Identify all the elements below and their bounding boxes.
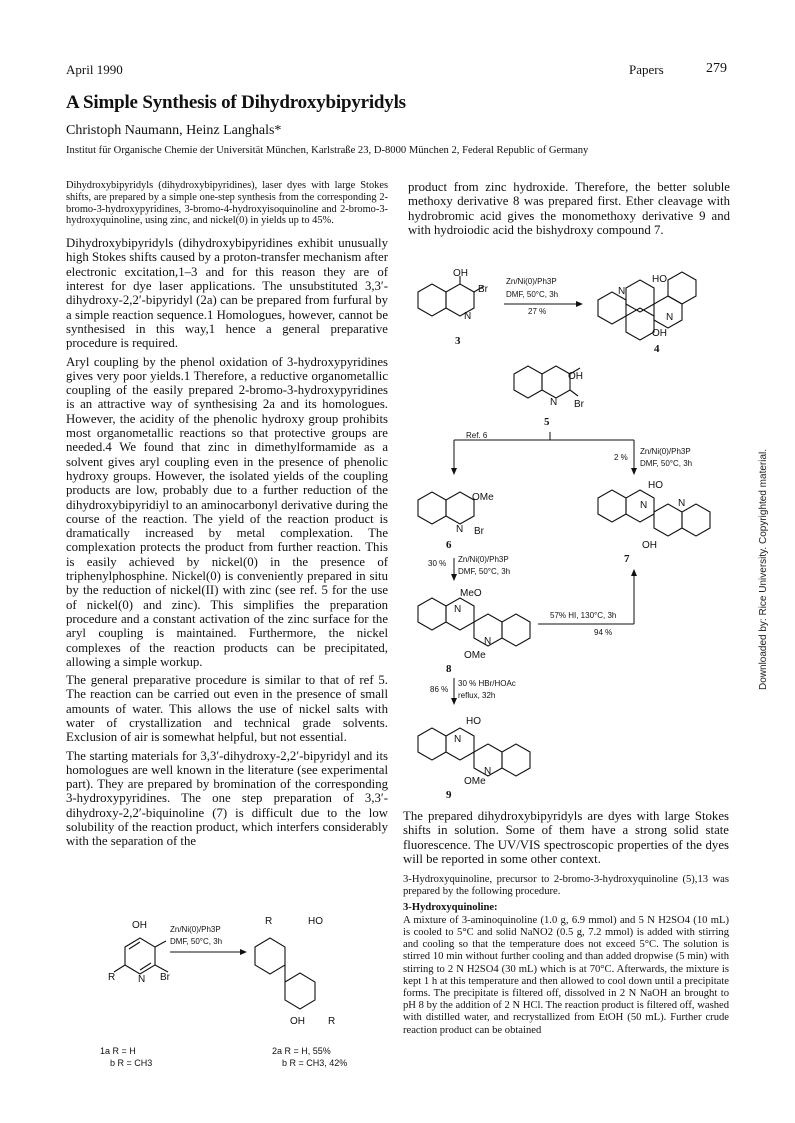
biquinoline-7-structure [598,490,710,536]
compound-9-label: 9 [446,789,452,801]
quinoline-6-structure [418,492,474,524]
paragraph: product from zinc hydroxide. Therefore, the better soluble methoxy derivative 8 was prepared first. Ether cleavage with hydrobromic acid gives the monomethoxy derivative 9 and with hydroiodic acid the bishydroxy compound 7. [408,180,730,237]
right-column-top [408,180,730,241]
compound-label: b R = CH3, 42% [282,1058,348,1068]
cond-label: Zn/Ni(0)/Ph3P [170,925,221,934]
experimental-body: A mixture of 3-aminoquinoline (1.0 g, 6.9 mmol) and 5 N H2SO4 (10 mL) is cooled to 5°C and solid NaNO2 (0.5 g, 7.2 mmol) is added with stirring and cooling so that the temperature does not exceed 5°C. The solution is stirred 10 min without further cooling and than added dropwise (5 min) with stirring to 2 N H2SO4 (30 mL) which is at 70°C. Afterwards, the mixture is kept 1 h at this temperature and then allowed to cool down until a precipitate forms. The precipitate is filtered off, dissolved in 2 N NaOH an brought to pH 8 by the addition of 2 N HCl. The reaction product is filtered off, washed with distilled water, and recrystallized from EtOH (50 mL). Further crude reaction product can be obtained [403,914,729,1036]
svg-text:OMe: OMe [464,776,486,787]
biquinoline-8-structure [418,598,530,646]
svg-text:N: N [484,766,492,777]
compound-3-label: 3 [455,335,461,347]
biquinoline-9-structure [418,728,530,776]
paragraph: The starting materials for 3,3′-dihydroxy-2,2′-bipyridyl and its homologues are well known in the literature (see experimental part). They are prepared by bromination of the corresponding 3-hydroxypyridines. The one step preparation of 3,3′-dihydroxy-2,2′-biquinoline (7) is difficult due to the low solubility of the reaction product, which interfers considerably with the separation of the [66,748,388,849]
svg-text:N: N [550,397,558,408]
svg-text:N: N [454,734,462,745]
left-column [66,180,388,853]
cond-label: DMF, 50°C, 3h [170,937,223,946]
abstract: Dihydroxybipyridyls (dihydroxybipyridines), laser dyes with large Stokes shifts, are prepared by a simple one-step synthesis from the corresponding 2-bromo-3-hydroxypyridines, 3-bromo-4-hydroxyisoquinoline and 2-bromo-3-hydroxyquinoline, using zinc, and nickel(0) in yields up to 45%. [66,180,388,227]
hydroxypyridine-structure [114,938,168,974]
svg-text:Zn/Ni(0)/Ph3P: Zn/Ni(0)/Ph3P [506,277,557,286]
isoquinoline-3-structure [418,276,484,316]
svg-text:OH: OH [290,1016,305,1027]
bipyridyl-structure [255,938,315,1009]
svg-text:N: N [456,524,464,535]
svg-text:N: N [618,286,626,297]
svg-text:HO: HO [466,716,481,727]
svg-text:30 % HBr/HOAc: 30 % HBr/HOAc [458,679,516,688]
affiliation: Institut für Organische Chemie der Universität München, Karlstraße 23, D-8000 München 2, Federal Republic of Germany [66,145,589,156]
compound-4-label: 4 [654,343,660,355]
svg-text:57% HI, 130°C, 3h: 57% HI, 130°C, 3h [550,611,617,620]
svg-text:Br: Br [474,526,484,537]
svg-text:N: N [484,636,492,647]
svg-text:2 %: 2 % [614,453,628,462]
scheme-bipyridyl [80,912,400,1112]
svg-text:N: N [640,500,648,511]
svg-text:N: N [454,604,462,615]
experimental-heading: 3-Hydroxyquinoline: [403,901,498,913]
n-label: N [138,974,146,985]
svg-text:OH: OH [453,268,468,279]
compound-label: b R = CH3 [110,1058,153,1068]
experimental-section [403,874,729,1037]
oh-label: OH [132,920,147,931]
svg-text:86 %: 86 % [430,685,449,694]
paragraph: The prepared dihydroxybipyridyls are dyes with large Stokes shifts in solution. Some of them have a strong solid state fluorescence. The UV/VIS spectroscopic properties of the dyes will be reported in some other context. [403,809,729,866]
svg-text:Ref. 6: Ref. 6 [466,431,488,440]
svg-text:MeO: MeO [460,588,482,599]
svg-text:94 %: 94 % [594,628,613,637]
page-number: 279 [706,61,727,76]
compound-label: 1a R = H [100,1046,136,1056]
br-label: Br [160,972,170,983]
header-date: April 1990 [66,62,123,77]
experimental-intro: 3-Hydroxyquinoline, precursor to 2-bromo-3-hydroxyquinoline (5),13 was prepared by the following procedure. [403,874,729,898]
authors: Christoph Naumann, Heinz Langhals* [66,123,282,138]
svg-text:HO: HO [308,916,323,927]
svg-text:Zn/Ni(0)/Ph3P: Zn/Ni(0)/Ph3P [640,447,691,456]
svg-text:OH: OH [568,371,583,382]
svg-text:HO: HO [652,274,667,285]
paragraph: Aryl coupling by the phenol oxidation of 3-hydroxypyridines gives very poor yields.1 Therefore, a reductive organometallic coupling of the easily prepared 2-bromo-3-hydroxypyridines is an attractive way of synthesising 2a and its homologues. However, the acidity of the phenolic hydroxy group prohibits most organometallic reactions so that protective groups are needed.4 We found that zinc in dimethylformamide as a solvent gives aryl coupling even in the presence of phenolic hydroxy groups. However, the isolated yields of the coupling products are low, probably due to a further reduction of the dihydroxybipyridiyl to an aminocarbonyl derivative during the course of the reaction. The yield of the reaction product is dramatically increased by metal complexation. The complexation protects the product from further reaction. This is easily achieved by nickel(0) in the presence of triphenylphosphine. Nickel(0) is conveniently prepared in situ by the reduction of nickel(II) with zinc (see ref. 5 for the use of nickel(0) and zinc). This simplifies the preparation procedure and a constant activation of the zinc surface for the aryl coupling is maintained. Furthermore, the nickel complexes of the reaction products can be precipitated, allowing a simple workup. [66,354,388,669]
svg-text:OH: OH [642,540,657,551]
svg-text:Br: Br [478,284,488,295]
svg-text:Zn/Ni(0)/Ph3P: Zn/Ni(0)/Ph3P [458,555,509,564]
svg-text:DMF, 50°C, 3h: DMF, 50°C, 3h [640,459,693,468]
svg-text:Br: Br [574,399,584,410]
r-label: R [108,972,116,983]
compound-6-label: 6 [446,539,452,551]
svg-text:N: N [678,498,686,509]
svg-text:HO: HO [648,480,663,491]
article-title: A Simple Synthesis of Dihydroxybipyridyls [66,92,406,113]
svg-text:R: R [328,1016,336,1027]
header-section: Papers [629,62,664,77]
svg-text:OH: OH [652,328,667,339]
right-column-bottom [403,809,729,1040]
compound-label: 2a R = H, 55% [272,1046,331,1056]
compound-8-label: 8 [446,663,452,675]
paragraph: The general preparative procedure is similar to that of ref 5. The reaction can be carried out even in the presence of small amounts of water. This allows the use of nickel salts with water of crystallization and technical grade solvents. Exclusion of air is somewhat helpful, but not essential. [66,673,388,745]
download-notice: Downloaded by: Rice University. Copyrighted material. [758,448,769,690]
svg-text:30 %: 30 % [428,559,447,568]
paragraph: Dihydroxybipyridyls (dihydroxybipyridines exhibit unusually high Stokes shifts caused by a proton-transfer mechanism after electronic excitation,1–3 and for this reason they are of interest for dye laser applications. The unsubstituted 3,3′-dihydroxy-2,2′-bipyridyl (2a) can be prepared from furfural by a simple reaction sequence.1 Homologues, however, cannot be synthesised in this way,1 hence a general preparative procedure is required. [66,236,388,351]
svg-text:DMF, 50°C, 3h: DMF, 50°C, 3h [506,290,559,299]
svg-text:27 %: 27 % [528,307,547,316]
svg-text:R: R [265,916,273,927]
svg-text:OMe: OMe [472,492,494,503]
compound-5-label: 5 [544,416,550,428]
svg-text:reflux, 32h: reflux, 32h [458,691,496,700]
scheme-biquinoline [408,262,730,802]
svg-text:OMe: OMe [464,650,486,661]
svg-text:N: N [464,311,472,322]
biisoquinoline-4-structure [598,272,696,340]
svg-text:N: N [666,312,674,323]
svg-text:DMF, 50°C, 3h: DMF, 50°C, 3h [458,567,511,576]
compound-7-label: 7 [624,553,630,565]
